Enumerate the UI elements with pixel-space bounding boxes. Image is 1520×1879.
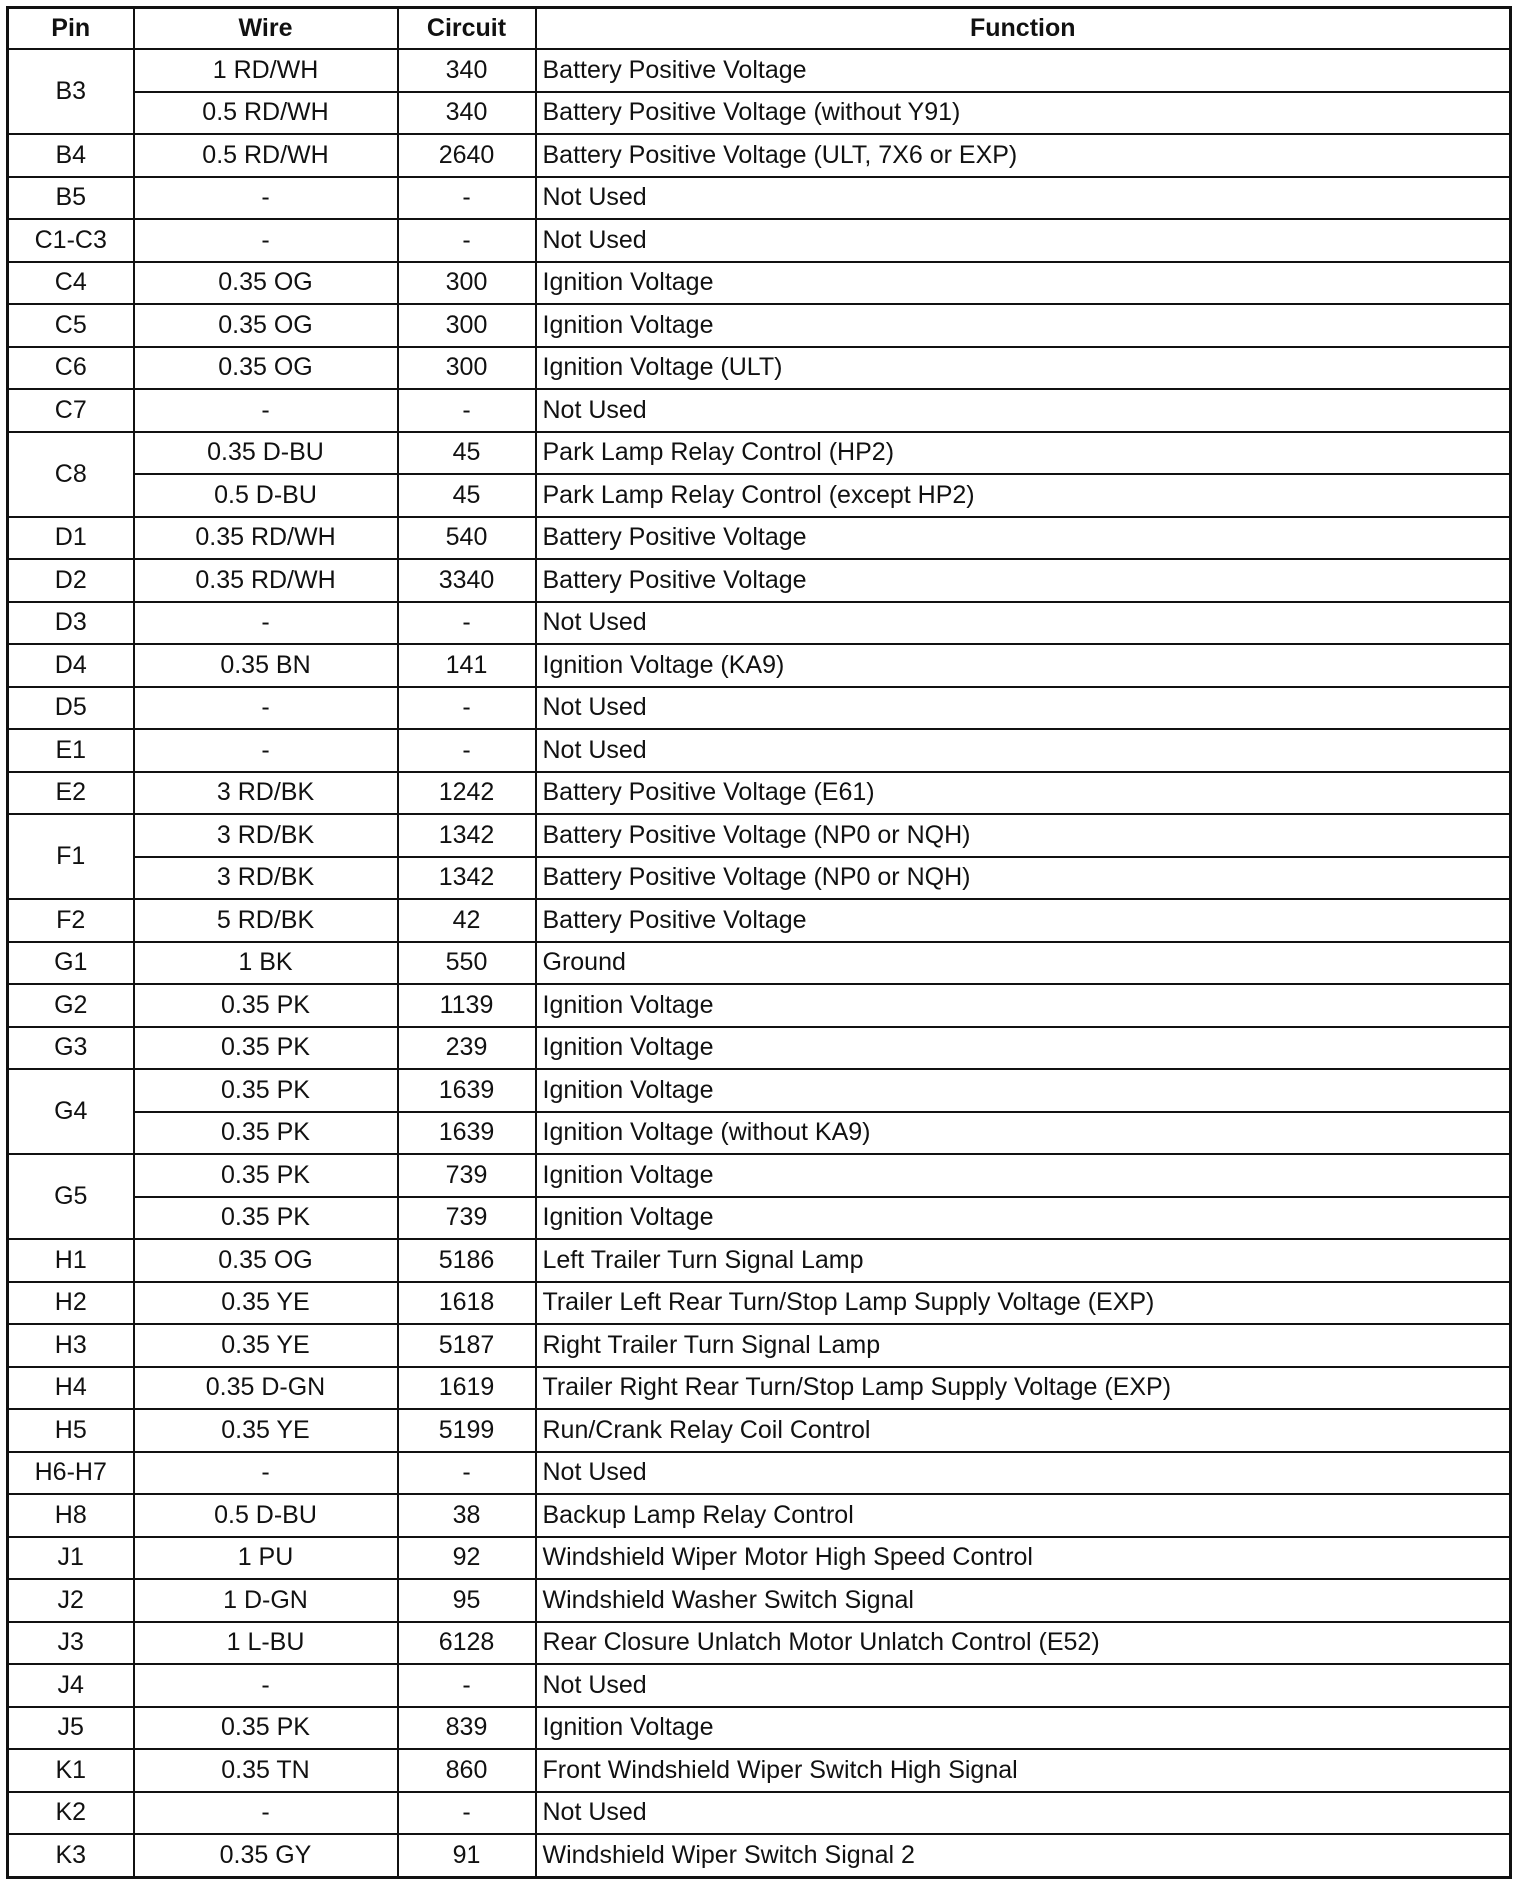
pin-cell: G1 bbox=[8, 942, 134, 985]
table-row bbox=[8, 772, 1511, 815]
circuit-cell: 1342 bbox=[398, 814, 536, 857]
pin-cell: G3 bbox=[8, 1027, 134, 1070]
wire-cell: 0.35 PK bbox=[134, 1112, 398, 1155]
wire-cell: 1 D-GN bbox=[134, 1579, 398, 1622]
wire-cell: - bbox=[134, 602, 398, 645]
wire-cell: 0.35 OG bbox=[134, 1239, 398, 1282]
function-cell: Battery Positive Voltage bbox=[536, 559, 1511, 602]
circuit-cell: 540 bbox=[398, 517, 536, 560]
function-cell: Left Trailer Turn Signal Lamp bbox=[536, 1239, 1511, 1282]
table-row bbox=[8, 942, 1511, 985]
function-cell: Battery Positive Voltage bbox=[536, 517, 1511, 560]
pin-cell: D4 bbox=[8, 644, 134, 687]
table-row bbox=[8, 1027, 1511, 1070]
wire-cell: 0.35 TN bbox=[134, 1749, 398, 1792]
wire-cell: - bbox=[134, 219, 398, 262]
table-header bbox=[8, 8, 1511, 50]
table-row bbox=[8, 1154, 1511, 1197]
header-function: Function bbox=[536, 8, 1511, 50]
wire-cell: 1 BK bbox=[134, 942, 398, 985]
table-row bbox=[8, 1069, 1511, 1112]
circuit-cell: 1639 bbox=[398, 1069, 536, 1112]
function-cell: Trailer Right Rear Turn/Stop Lamp Supply Voltage (EXP) bbox=[536, 1367, 1511, 1410]
header-wire: Wire bbox=[134, 8, 398, 50]
circuit-cell: 42 bbox=[398, 899, 536, 942]
pin-cell: B3 bbox=[8, 49, 134, 134]
function-cell: Ignition Voltage bbox=[536, 262, 1511, 305]
circuit-cell: 3340 bbox=[398, 559, 536, 602]
circuit-cell: 739 bbox=[398, 1197, 536, 1240]
pin-cell: J2 bbox=[8, 1579, 134, 1622]
circuit-cell: 95 bbox=[398, 1579, 536, 1622]
function-cell: Windshield Washer Switch Signal bbox=[536, 1579, 1511, 1622]
table-row bbox=[8, 304, 1511, 347]
pin-cell: H3 bbox=[8, 1324, 134, 1367]
table-row bbox=[8, 1622, 1511, 1665]
wire-cell: 0.35 RD/WH bbox=[134, 517, 398, 560]
function-cell: Battery Positive Voltage (ULT, 7X6 or EXP) bbox=[536, 134, 1511, 177]
circuit-cell: 1242 bbox=[398, 772, 536, 815]
pin-cell: C7 bbox=[8, 389, 134, 432]
header-circuit: Circuit bbox=[398, 8, 536, 50]
pin-cell: H4 bbox=[8, 1367, 134, 1410]
circuit-cell: 92 bbox=[398, 1537, 536, 1580]
wire-cell: 3 RD/BK bbox=[134, 857, 398, 900]
pin-cell: E1 bbox=[8, 729, 134, 772]
circuit-cell: 739 bbox=[398, 1154, 536, 1197]
table-row bbox=[8, 347, 1511, 390]
table-row bbox=[8, 219, 1511, 262]
circuit-cell: 1639 bbox=[398, 1112, 536, 1155]
circuit-cell: - bbox=[398, 602, 536, 645]
wire-cell: 0.35 PK bbox=[134, 1069, 398, 1112]
circuit-cell: - bbox=[398, 1792, 536, 1835]
circuit-cell: 1139 bbox=[398, 984, 536, 1027]
wire-cell: 0.5 RD/WH bbox=[134, 92, 398, 135]
pin-cell: H2 bbox=[8, 1282, 134, 1325]
circuit-cell: 300 bbox=[398, 347, 536, 390]
pin-cell: J1 bbox=[8, 1537, 134, 1580]
wire-cell: 0.35 BN bbox=[134, 644, 398, 687]
wire-cell: - bbox=[134, 177, 398, 220]
table-row bbox=[8, 899, 1511, 942]
function-cell: Not Used bbox=[536, 729, 1511, 772]
circuit-cell: 340 bbox=[398, 92, 536, 135]
function-cell: Not Used bbox=[536, 602, 1511, 645]
header-row bbox=[8, 8, 1511, 50]
pin-cell: D3 bbox=[8, 602, 134, 645]
function-cell: Battery Positive Voltage (E61) bbox=[536, 772, 1511, 815]
table-row bbox=[8, 1494, 1511, 1537]
function-cell: Not Used bbox=[536, 1452, 1511, 1495]
function-cell: Park Lamp Relay Control (except HP2) bbox=[536, 474, 1511, 517]
circuit-cell: 1618 bbox=[398, 1282, 536, 1325]
table-row bbox=[8, 984, 1511, 1027]
wire-cell: 3 RD/BK bbox=[134, 772, 398, 815]
function-cell: Battery Positive Voltage bbox=[536, 899, 1511, 942]
pin-cell: H5 bbox=[8, 1409, 134, 1452]
pin-cell: J5 bbox=[8, 1707, 134, 1750]
function-cell: Ignition Voltage bbox=[536, 304, 1511, 347]
table-row bbox=[8, 1112, 1511, 1155]
pin-cell: G4 bbox=[8, 1069, 134, 1154]
function-cell: Not Used bbox=[536, 389, 1511, 432]
table-body bbox=[8, 49, 1511, 1877]
function-cell: Windshield Wiper Switch Signal 2 bbox=[536, 1834, 1511, 1877]
table-row bbox=[8, 92, 1511, 135]
function-cell: Trailer Left Rear Turn/Stop Lamp Supply Voltage (EXP) bbox=[536, 1282, 1511, 1325]
function-cell: Not Used bbox=[536, 687, 1511, 730]
wire-cell: - bbox=[134, 687, 398, 730]
table-row bbox=[8, 644, 1511, 687]
circuit-cell: 300 bbox=[398, 262, 536, 305]
wire-cell: 0.35 PK bbox=[134, 1027, 398, 1070]
table-row bbox=[8, 857, 1511, 900]
table-row bbox=[8, 814, 1511, 857]
table-row bbox=[8, 1834, 1511, 1877]
table-row bbox=[8, 1707, 1511, 1750]
circuit-cell: 38 bbox=[398, 1494, 536, 1537]
function-cell: Rear Closure Unlatch Motor Unlatch Control (E52) bbox=[536, 1622, 1511, 1665]
function-cell: Ignition Voltage bbox=[536, 1154, 1511, 1197]
circuit-cell: 5186 bbox=[398, 1239, 536, 1282]
table-row bbox=[8, 1324, 1511, 1367]
table-row bbox=[8, 1452, 1511, 1495]
circuit-cell: 91 bbox=[398, 1834, 536, 1877]
circuit-cell: 2640 bbox=[398, 134, 536, 177]
table-row bbox=[8, 1664, 1511, 1707]
pin-cell: K1 bbox=[8, 1749, 134, 1792]
pin-cell: G5 bbox=[8, 1154, 134, 1239]
table-row bbox=[8, 1792, 1511, 1835]
circuit-cell: 45 bbox=[398, 432, 536, 475]
pin-cell: C8 bbox=[8, 432, 134, 517]
wire-cell: 0.35 OG bbox=[134, 304, 398, 347]
table-row bbox=[8, 1409, 1511, 1452]
table-row bbox=[8, 1197, 1511, 1240]
wire-cell: 0.5 D-BU bbox=[134, 1494, 398, 1537]
function-cell: Not Used bbox=[536, 1664, 1511, 1707]
wire-cell: 3 RD/BK bbox=[134, 814, 398, 857]
circuit-cell: 300 bbox=[398, 304, 536, 347]
pin-cell: H1 bbox=[8, 1239, 134, 1282]
pin-cell: J4 bbox=[8, 1664, 134, 1707]
wire-cell: 5 RD/BK bbox=[134, 899, 398, 942]
circuit-cell: 6128 bbox=[398, 1622, 536, 1665]
table-row bbox=[8, 1367, 1511, 1410]
circuit-cell: 45 bbox=[398, 474, 536, 517]
pin-cell: D2 bbox=[8, 559, 134, 602]
wire-cell: 1 L-BU bbox=[134, 1622, 398, 1665]
connector-pinout-table bbox=[6, 6, 1512, 1879]
table-row bbox=[8, 1749, 1511, 1792]
table-row bbox=[8, 1537, 1511, 1580]
function-cell: Ignition Voltage (ULT) bbox=[536, 347, 1511, 390]
table-row bbox=[8, 687, 1511, 730]
wire-cell: 0.35 PK bbox=[134, 1707, 398, 1750]
circuit-cell: - bbox=[398, 177, 536, 220]
circuit-cell: 340 bbox=[398, 49, 536, 92]
table-row bbox=[8, 134, 1511, 177]
table-row bbox=[8, 389, 1511, 432]
function-cell: Windshield Wiper Motor High Speed Control bbox=[536, 1537, 1511, 1580]
wire-cell: 0.35 PK bbox=[134, 1197, 398, 1240]
pin-cell: D1 bbox=[8, 517, 134, 560]
wire-cell: 1 RD/WH bbox=[134, 49, 398, 92]
wire-cell: - bbox=[134, 1792, 398, 1835]
wire-cell: 0.35 PK bbox=[134, 1154, 398, 1197]
wire-cell: - bbox=[134, 389, 398, 432]
wire-cell: 0.35 D-GN bbox=[134, 1367, 398, 1410]
table-row bbox=[8, 517, 1511, 560]
circuit-cell: 141 bbox=[398, 644, 536, 687]
circuit-cell: - bbox=[398, 219, 536, 262]
pin-cell: F1 bbox=[8, 814, 134, 899]
pin-cell: E2 bbox=[8, 772, 134, 815]
header-pin: Pin bbox=[8, 8, 134, 50]
circuit-cell: 1619 bbox=[398, 1367, 536, 1410]
function-cell: Ignition Voltage (KA9) bbox=[536, 644, 1511, 687]
table-row bbox=[8, 177, 1511, 220]
function-cell: Not Used bbox=[536, 1792, 1511, 1835]
table-row bbox=[8, 1282, 1511, 1325]
table-row bbox=[8, 432, 1511, 475]
table-row bbox=[8, 559, 1511, 602]
wire-cell: 0.35 YE bbox=[134, 1409, 398, 1452]
table-row bbox=[8, 602, 1511, 645]
wire-cell: 1 PU bbox=[134, 1537, 398, 1580]
pin-cell: B4 bbox=[8, 134, 134, 177]
pin-cell: B5 bbox=[8, 177, 134, 220]
function-cell: Front Windshield Wiper Switch High Signal bbox=[536, 1749, 1511, 1792]
function-cell: Ignition Voltage bbox=[536, 1069, 1511, 1112]
pin-cell: J3 bbox=[8, 1622, 134, 1665]
circuit-cell: - bbox=[398, 1664, 536, 1707]
function-cell: Run/Crank Relay Coil Control bbox=[536, 1409, 1511, 1452]
circuit-cell: - bbox=[398, 1452, 536, 1495]
pin-cell: F2 bbox=[8, 899, 134, 942]
pin-cell: H6-H7 bbox=[8, 1452, 134, 1495]
circuit-cell: - bbox=[398, 687, 536, 730]
wire-cell: 0.5 D-BU bbox=[134, 474, 398, 517]
function-cell: Ground bbox=[536, 942, 1511, 985]
function-cell: Ignition Voltage bbox=[536, 1027, 1511, 1070]
table-row bbox=[8, 729, 1511, 772]
function-cell: Battery Positive Voltage (without Y91) bbox=[536, 92, 1511, 135]
pin-cell: H8 bbox=[8, 1494, 134, 1537]
wire-cell: 0.35 YE bbox=[134, 1282, 398, 1325]
wire-cell: 0.35 PK bbox=[134, 984, 398, 1027]
wire-cell: - bbox=[134, 1452, 398, 1495]
wire-cell: 0.35 OG bbox=[134, 262, 398, 305]
pin-cell: C4 bbox=[8, 262, 134, 305]
function-cell: Battery Positive Voltage (NP0 or NQH) bbox=[536, 814, 1511, 857]
function-cell: Battery Positive Voltage bbox=[536, 49, 1511, 92]
circuit-cell: 860 bbox=[398, 1749, 536, 1792]
circuit-cell: 5199 bbox=[398, 1409, 536, 1452]
pin-cell: K3 bbox=[8, 1834, 134, 1877]
function-cell: Battery Positive Voltage (NP0 or NQH) bbox=[536, 857, 1511, 900]
wire-cell: 0.35 GY bbox=[134, 1834, 398, 1877]
pin-cell: C5 bbox=[8, 304, 134, 347]
circuit-cell: 239 bbox=[398, 1027, 536, 1070]
pin-cell: K2 bbox=[8, 1792, 134, 1835]
circuit-cell: 5187 bbox=[398, 1324, 536, 1367]
pin-cell: G2 bbox=[8, 984, 134, 1027]
function-cell: Backup Lamp Relay Control bbox=[536, 1494, 1511, 1537]
wire-cell: 0.35 YE bbox=[134, 1324, 398, 1367]
circuit-cell: - bbox=[398, 729, 536, 772]
wire-cell: 0.35 D-BU bbox=[134, 432, 398, 475]
table-row bbox=[8, 262, 1511, 305]
wire-cell: - bbox=[134, 1664, 398, 1707]
function-cell: Ignition Voltage bbox=[536, 1707, 1511, 1750]
function-cell: Ignition Voltage (without KA9) bbox=[536, 1112, 1511, 1155]
circuit-cell: 550 bbox=[398, 942, 536, 985]
circuit-cell: - bbox=[398, 389, 536, 432]
table-row bbox=[8, 49, 1511, 92]
pin-cell: D5 bbox=[8, 687, 134, 730]
table-row bbox=[8, 1239, 1511, 1282]
circuit-cell: 1342 bbox=[398, 857, 536, 900]
function-cell: Not Used bbox=[536, 177, 1511, 220]
wire-cell: 0.35 RD/WH bbox=[134, 559, 398, 602]
function-cell: Right Trailer Turn Signal Lamp bbox=[536, 1324, 1511, 1367]
function-cell: Ignition Voltage bbox=[536, 984, 1511, 1027]
function-cell: Park Lamp Relay Control (HP2) bbox=[536, 432, 1511, 475]
table-row bbox=[8, 1579, 1511, 1622]
function-cell: Ignition Voltage bbox=[536, 1197, 1511, 1240]
wire-cell: 0.5 RD/WH bbox=[134, 134, 398, 177]
circuit-cell: 839 bbox=[398, 1707, 536, 1750]
table-row bbox=[8, 474, 1511, 517]
function-cell: Not Used bbox=[536, 219, 1511, 262]
pin-cell: C6 bbox=[8, 347, 134, 390]
wire-cell: - bbox=[134, 729, 398, 772]
pin-cell: C1-C3 bbox=[8, 219, 134, 262]
wire-cell: 0.35 OG bbox=[134, 347, 398, 390]
